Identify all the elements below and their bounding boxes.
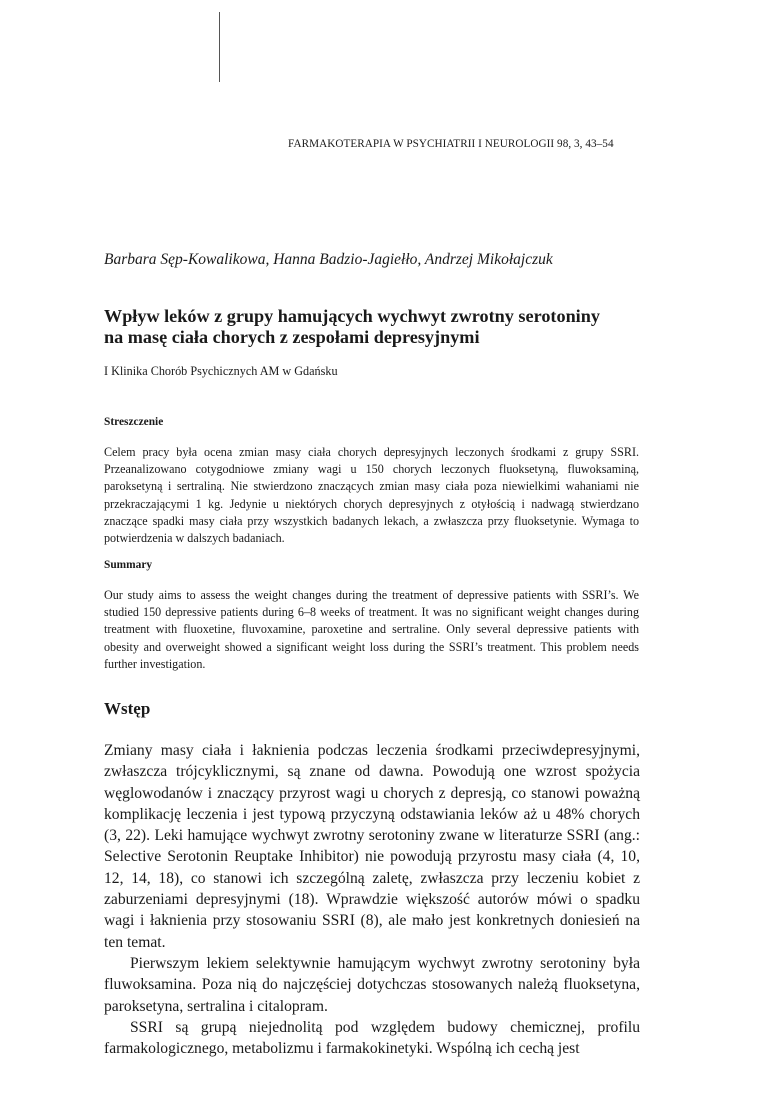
body-paragraph-3: SSRI są grupą niejednolitą pod względem budowy chemicznej, profilu farmakologicznego, metabolizmu i farmakokinetyki. Wspólną ich cechą jest (104, 1018, 640, 1058)
body-paragraph-1: Zmiany masy ciała i łaknienia podczas leczenia środkami przeciwdepresyjnymi, zwłaszcza trójcyklicznymi, są znane od dawna. Powodują one wzrost spożycia węglowodanów i znaczący przyrost wagi u chorych z depresją, co stanowi poważną komplikację leczenia i jest typową przyczyną odstawiania leków aż u 48% chorych (3, 22). Leki hamujące wychwyt zwrotny serotoniny zwane w literaturze SSRI (ang.: Selective Serotonin Reuptake Inhibitor) nie powodują przyrostu masy ciała (4, 10, 12, 14, 18), co stanowi ich szczególną zaletę, zwłaszcza przy leczeniu kobiet z zaburzeniami depresyjnymi (18). Wprawdzie większość autorów mówi o spadku wagi i łaknienia przy stosowaniu SSRI (8), ale mało jest konkretnych doniesień na ten temat. (104, 742, 640, 951)
summary-text: Our study aims to assess the weight changes during the treatment of depressive patients with SSRI’s. We studied 150 depressive patients during 6–8 weeks of treatment. It was no significant weight changes during treatment with fluoxetine, fluvoxamine, paroxetine and sertraline. Only several depressive patients with obesity and overweight showed a significant weight loss during the SSRI’s treatment. This problem needs further investigation. (104, 588, 639, 671)
streszczenie-heading: Streszczenie (104, 416, 164, 428)
title-line-2: na masę ciała chorych z zespołami depresyjnymi (104, 327, 480, 347)
section-heading-wstep: Wstęp (104, 699, 151, 718)
article-title (104, 306, 664, 348)
affiliation: I Klinika Chorób Psychicznych AM w Gdańsku (104, 364, 338, 378)
body-text (104, 740, 640, 1059)
streszczenie-text: Celem pracy była ocena zmian masy ciała chorych depresyjnych leczonych środkami z grupy SSRI. Przeanalizowano cotygodniowe zmiany wagi u 150 chorych leczonych fluoksetyną, fluwoksaminą, paroksetyną i sertraliną. Nie stwierdzono znaczących zmian masy ciała poza niewielkimi wahaniami nie przekraczającymi 1 kg. Jedynie u niektórych chorych depresyjnych z otyłością i nadwagą stwierdzano znaczące spadki masy ciała przy wszystkich badanych lekach, a zwłaszcza przy fluoksetynie. Wymaga to potwierdzenia w dalszych badaniach. (104, 445, 639, 546)
authors: Barbara Sęp-Kowalikowa, Hanna Badzio-Jagiełło, Andrzej Mikołajczuk (104, 251, 553, 268)
running-head: FARMAKOTERAPIA W PSYCHIATRII I NEUROLOGII 98, 3, 43–54 (288, 138, 614, 150)
title-line-1: Wpływ leków z grupy hamujących wychwyt zwrotny serotoniny (104, 306, 600, 326)
body-paragraph-2: Pierwszym lekiem selektywnie hamującym wychwyt zwrotny serotoniny była fluwoksamina. Poza nią do najczęściej dotychczas stosowanych należą fluoksetyna, paroksetyna, sertralina i citalopram. (104, 954, 640, 1015)
summary-heading: Summary (104, 559, 153, 571)
margin-rule (219, 12, 220, 82)
